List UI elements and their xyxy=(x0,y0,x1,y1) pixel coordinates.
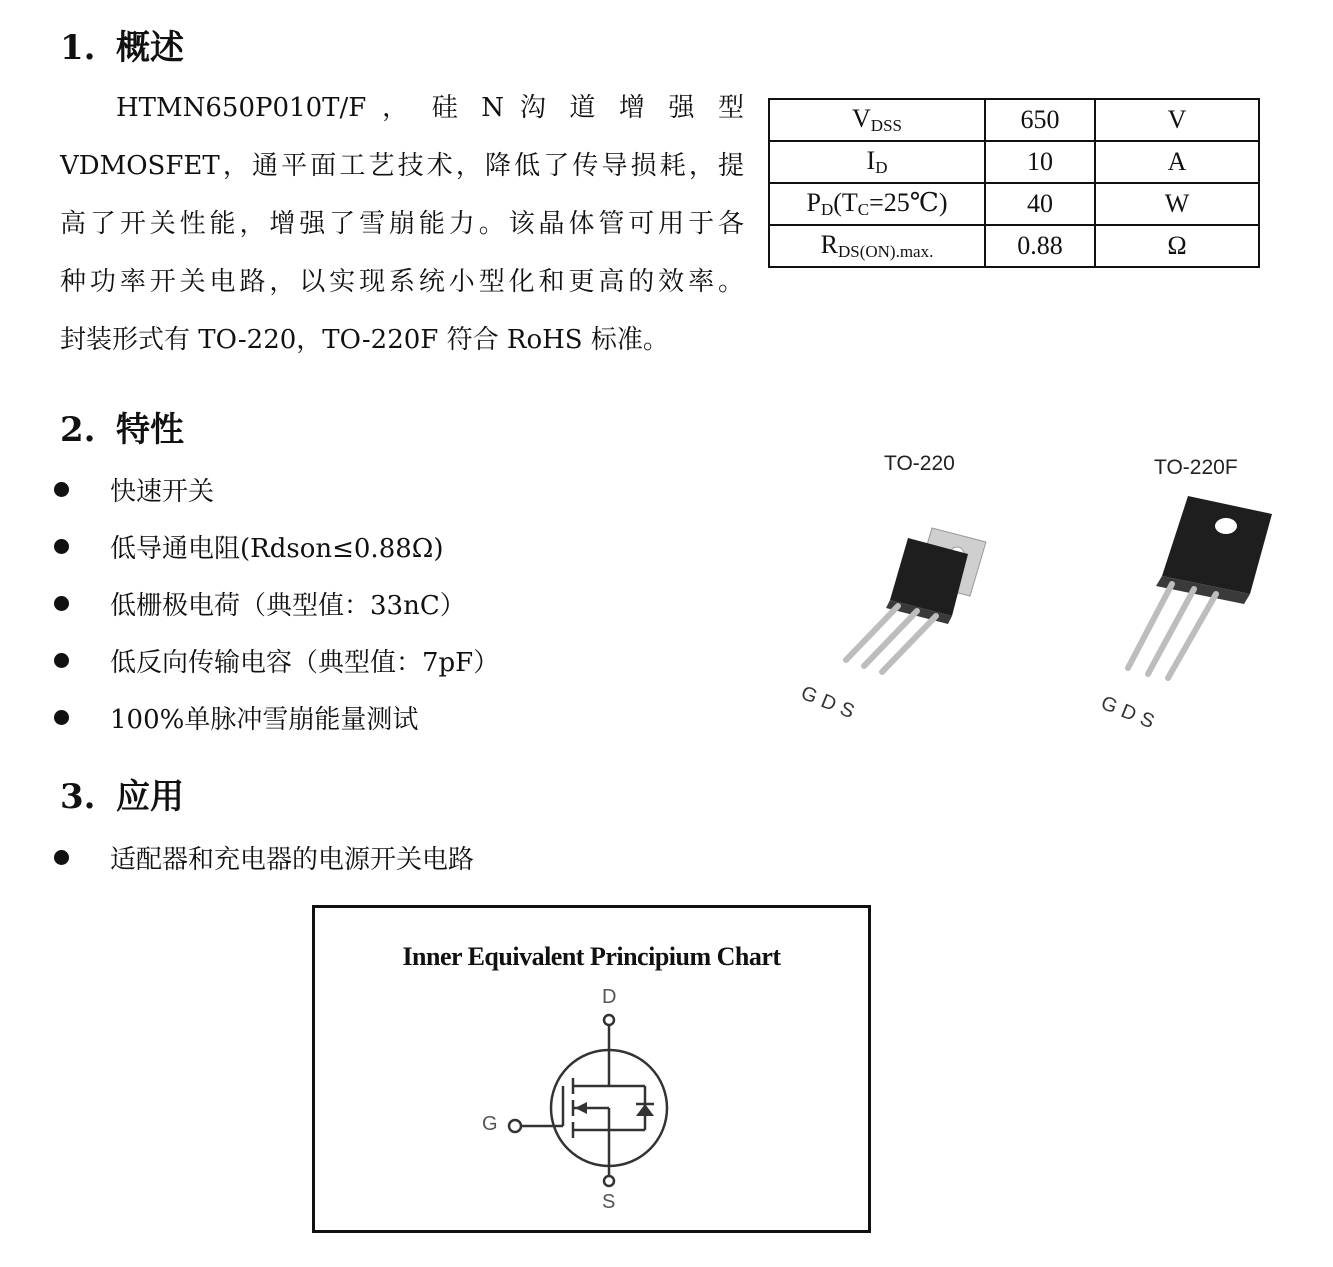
spec-symbol: $V_{DSS}$ xyxy=(769,99,985,141)
spec-table xyxy=(768,98,1260,268)
applications-list xyxy=(54,829,474,886)
spec-unit: Ω xyxy=(1095,225,1259,267)
overview-line-2: VDMOSFET，通平面工艺技术，降低了传导损耗，提 xyxy=(60,151,744,181)
spec-value: 0.88 xyxy=(985,225,1095,267)
to220-package-icon xyxy=(820,520,1010,680)
package-label-to220f: TO-220F xyxy=(1154,456,1238,479)
bullet-icon xyxy=(54,539,69,554)
overview-paragraph xyxy=(60,79,744,369)
section-1-title: 概述 xyxy=(116,28,184,68)
section-1-number: 1. xyxy=(60,28,96,68)
spec-symbol: $I_D$ xyxy=(769,141,985,183)
to220-pin-labels: GDS xyxy=(797,682,863,726)
package-label-to220: TO-220 xyxy=(884,452,955,475)
bullet-icon xyxy=(54,653,69,668)
list-item: 适配器和充电器的电源开关电路 xyxy=(54,829,474,886)
equivalent-circuit-box xyxy=(312,905,871,1233)
gate-label: G xyxy=(482,1113,498,1135)
spec-unit: A xyxy=(1095,141,1259,183)
spec-symbol: $R_{DS(ON).max.}$ xyxy=(769,225,985,267)
overview-line-3: 高了开关性能，增强了雪崩能力。该晶体管可用于各 xyxy=(60,209,744,239)
section-3-title: 应用 xyxy=(116,777,184,817)
bullet-icon xyxy=(54,482,69,497)
equivalent-circuit-title: Inner Equivalent Principium Chart xyxy=(402,942,781,971)
section-3-heading xyxy=(60,777,184,817)
list-item: 快速开关 xyxy=(54,461,499,518)
spec-row-id xyxy=(769,141,1259,183)
bullet-icon xyxy=(54,596,69,611)
bullet-icon xyxy=(54,850,69,865)
mosfet-symbol-icon xyxy=(495,1008,675,1188)
drain-label: D xyxy=(602,986,617,1008)
section-1-heading xyxy=(60,28,184,68)
overview-line-5: 封装形式有 TO-220，TO-220F 符合 RoHS 标准。 xyxy=(60,325,669,355)
spec-value: 40 xyxy=(985,183,1095,225)
list-item: 低反向传输电容（典型值：7pF） xyxy=(54,632,499,689)
overview-line-1: HTMN650P010T/F ， 硅 N 沟 道 增 强 型 xyxy=(116,93,744,123)
spec-unit: W xyxy=(1095,183,1259,225)
section-2-title: 特性 xyxy=(116,410,184,450)
bullet-icon xyxy=(54,710,69,725)
list-item: 低栅极电荷（典型值：33nC） xyxy=(54,575,499,632)
section-2-heading xyxy=(60,410,184,450)
spec-row-vdss xyxy=(769,99,1259,141)
overview-line-4: 种功率开关电路，以实现系统小型化和更高的效率。 xyxy=(60,267,744,297)
spec-row-pd xyxy=(769,183,1259,225)
spec-row-rds xyxy=(769,225,1259,267)
section-2-number: 2. xyxy=(60,410,96,450)
to220f-package-icon xyxy=(1118,492,1288,682)
to220f-pin-labels: GDS xyxy=(1097,692,1163,736)
spec-value: 10 xyxy=(985,141,1095,183)
spec-symbol: $P_D(T_C=25℃)$ xyxy=(769,183,985,225)
list-item: 低导通电阻(Rdson≤0.88Ω) xyxy=(54,518,499,575)
section-3-number: 3. xyxy=(60,777,96,817)
spec-value: 650 xyxy=(985,99,1095,141)
list-item: 100%单脉冲雪崩能量测试 xyxy=(54,689,499,746)
spec-unit: V xyxy=(1095,99,1259,141)
features-list xyxy=(54,461,499,746)
source-label: S xyxy=(602,1191,616,1213)
